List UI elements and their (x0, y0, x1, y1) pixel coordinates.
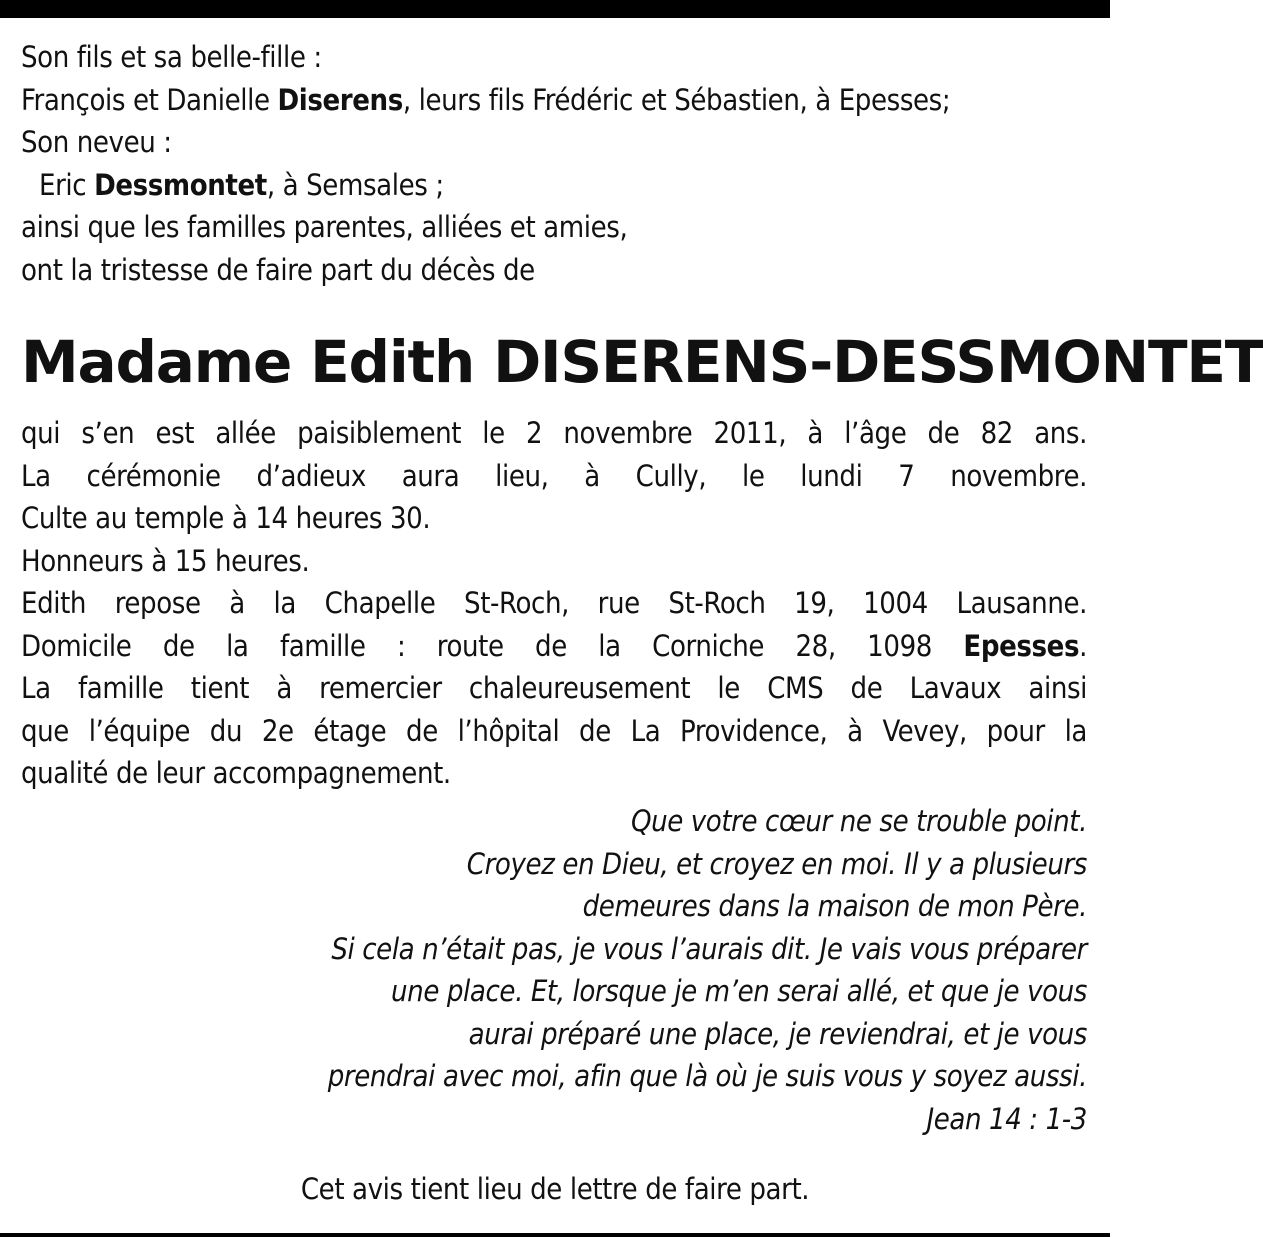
son-line (21, 79, 1087, 122)
family-announcement (21, 36, 1087, 291)
details-line-6 (21, 625, 1087, 668)
nephew-heading: Son neveu : (21, 125, 172, 159)
verse-line: Que votre cœur ne se trouble point. (630, 804, 1087, 838)
details-line-8: que l’équipe du 2e étage de l’hôpital de La Providence, à Vevey, pour la (21, 713, 1087, 748)
nephew-post: , à Semsales ; (266, 167, 444, 202)
bible-verse (87, 800, 1087, 1140)
details-line-5: Edith repose à la Chapelle St-Roch, rue St-Roch 19, 1004 Lausanne. (21, 586, 1087, 620)
details-line-9: qualité de leur accompagnement. (21, 756, 451, 790)
closing-note: Cet avis tient lieu de lettre de faire part. (300, 1172, 810, 1206)
nephew-surname: Dessmontet (94, 167, 267, 202)
details-line-4: Honneurs à 15 heures. (21, 543, 310, 578)
families-line: ainsi que les familles parentes, alliées et amies, (21, 210, 628, 244)
announce-line: ont la tristesse de faire part du décès de (21, 252, 535, 287)
son-line-post: , leurs fils Frédéric et Sébastien, à Epesses; (402, 82, 951, 117)
verse-line: prendrai avec moi, afin que là où je suis vous y soyez aussi. (327, 1059, 1087, 1093)
deceased-name: Madame Edith DISERENS-DESSMONTET (21, 328, 1263, 396)
son-line-pre: François et Danielle (21, 82, 278, 117)
nephew-line (21, 164, 1087, 207)
verse-line: une place. Et, lorsque je m’en serai allé, et que je vous (391, 974, 1087, 1008)
details-line-1: qui s’en est allée paisiblement le 2 novembre 2011, à l’âge de 82 ans. (21, 416, 1087, 450)
son-surname: Diserens (277, 82, 403, 117)
details-line-2: La cérémonie d’adieux aura lieu, à Cully, le lundi 7 novembre. (21, 458, 1087, 493)
details-line-7: La famille tient à remercier chaleureusement le CMS de Lavaux ainsi (21, 671, 1087, 705)
verse-reference: Jean 14 : 1-3 (926, 1101, 1087, 1136)
son-heading: Son fils et sa belle-fille : (21, 40, 322, 74)
verse-line: aurai préparé une place, je reviendrai, et je vous (468, 1016, 1087, 1051)
verse-line: Si cela n’était pas, je vous l’aurais dit. Je vais vous préparer (331, 931, 1087, 966)
details-line-6-pre: Domicile de la famille : route de la Corniche 28, 1098 (21, 628, 964, 663)
top-rule (0, 0, 1110, 18)
nephew-pre: Eric (39, 167, 95, 202)
details-line-3: Culte au temple à 14 heures 30. (21, 501, 431, 535)
details-line-6-post: . (1079, 628, 1087, 663)
bottom-rule (0, 1233, 1110, 1237)
verse-line: Croyez en Dieu, et croyez en moi. Il y a plusieurs (466, 846, 1087, 881)
details-line-6-place: Epesses (963, 628, 1080, 663)
verse-line: demeures dans la maison de mon Père. (582, 889, 1087, 923)
ceremony-details (21, 412, 1087, 795)
